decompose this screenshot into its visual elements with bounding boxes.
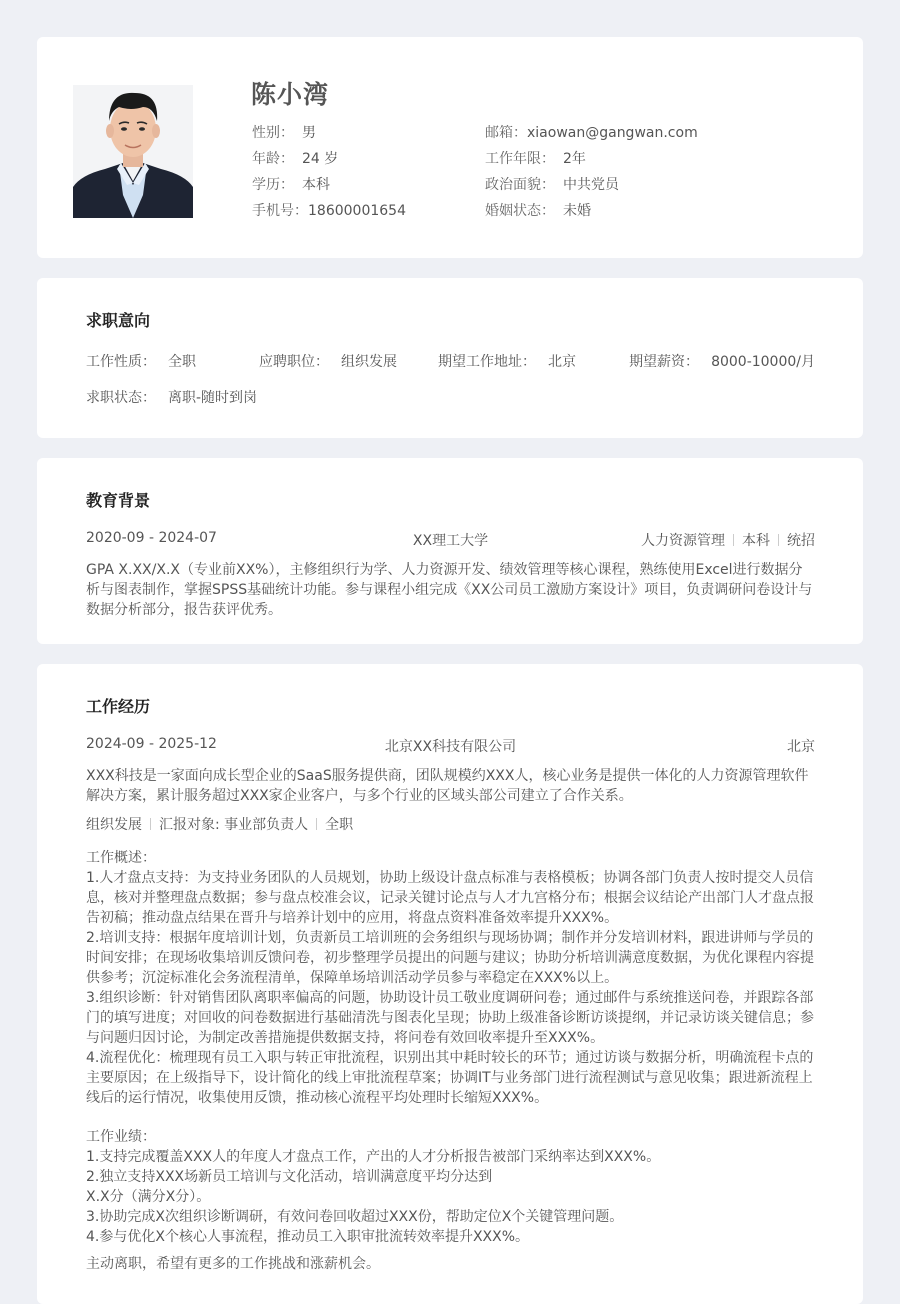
intent-location	[438, 351, 576, 371]
info-age	[252, 148, 338, 168]
work-city: 北京	[787, 739, 815, 755]
divider	[733, 534, 734, 546]
work-header-row	[86, 736, 815, 756]
intent-position	[259, 351, 397, 371]
candidate-name: 陈小湾	[251, 80, 330, 109]
info-label: 学历：	[252, 177, 294, 193]
overview-title: 工作概述：	[86, 850, 156, 866]
education-major: 人力资源管理	[641, 533, 725, 549]
work-experience-card	[37, 664, 863, 1304]
info-education	[252, 174, 330, 194]
divider	[778, 534, 779, 546]
work-position: 组织发展	[86, 817, 142, 833]
intent-salary	[629, 351, 815, 371]
avatar	[73, 85, 193, 218]
info-marital	[485, 200, 591, 220]
results-title: 工作业绩：	[86, 1129, 156, 1145]
profile-card	[37, 37, 863, 258]
intent-label: 工作性质：	[86, 354, 156, 370]
info-value: 18600001654	[308, 203, 406, 219]
info-label: 性别：	[252, 125, 294, 141]
intent-value: 北京	[548, 354, 576, 370]
info-label: 工作年限：	[485, 151, 555, 167]
education-period: 2020-09 - 2024-07	[86, 530, 217, 546]
work-period: 2024-09 - 2025-12	[86, 736, 217, 752]
intent-value: 全职	[168, 354, 196, 370]
info-label: 邮箱：	[485, 125, 527, 141]
intent-label: 应聘职位：	[259, 354, 329, 370]
info-value: 中共党员	[563, 177, 619, 193]
work-results: 1.支持完成覆盖XXX人的年度人才盘点工作，产出的人才分析报告被部门采纳率达到XXX%。 2.独立支持XXX场新员工培训与文化活动，培训满意度平均分达到 X.X分（满分X分）。 3.协助完成X次组织诊断调研，有效问卷回收超过XXX份，帮助定位X个关键管理问题。 4.参与优化X个核心人事流程，推动员工入职审批流转效率提升XXX%。	[86, 1149, 661, 1245]
education-card	[37, 458, 863, 644]
info-value: 本科	[302, 177, 330, 193]
work-job-type: 全职	[325, 817, 354, 833]
divider	[150, 818, 151, 830]
leave-reason: 主动离职，希望有更多的工作挑战和涨薪机会。	[86, 1256, 380, 1272]
education-degree: 本科	[742, 533, 770, 549]
education-school: XX理工大学	[412, 533, 489, 549]
info-label: 手机号：	[252, 203, 308, 219]
intent-label: 求职状态：	[86, 390, 156, 406]
info-value: xiaowan@gangwan.com	[527, 125, 698, 141]
work-overview: 1.人才盘点支持：为支持业务团队的人员规划，协助上级设计盘点标准与表格模板；协调各部门负责人按时提交人员信息，核对并整理盘点数据；参与盘点校准会议，记录关键讨论点与人才九宫格分布；根据会议结论产出部门人才盘点报告初稿；推动盘点结果在晋升与培养计划中的应用，将盘点资料准备效率提升XXX%。 2.培训支持：根据年度培训计划，负责新员工培训班的会务组织与现场协调；制作并分发培训材料，跟进讲师与学员的时间安排；在现场收集培训反馈问卷，初步整理学员提出的问题与建议；协助分析培训满意度数据，为优化课程内容提供参考；沉淀标准化会务流程清单，保障单场培训活动学员参与率稳定在XXX%以上。 3.组织诊断：针对销售团队离职率偏高的问题，协助设计员工敬业度调研问卷；通过邮件与系统推送问卷，并跟踪各部门的填写进度；对回收的问卷数据进行基础清洗与图表化呈现；协助上级准备诊断访谈提纲，并记录访谈关键信息；参与问题归因讨论，为制定改善措施提供数据支持，将问卷有效回收率提升至XXX%。 4.流程优化：梳理现有员工入职与转正审批流程，识别出其中耗时较长的环节；通过访谈与数据分析，明确流程卡点的主要原因；在上级指导下，设计简化的线上审批流程草案；协调IT与业务部门进行流程测试与意见收集；跟进新流程上线后的运行情况，收集使用反馈，推动核心流程平均处理时长缩短XXX%。	[86, 870, 814, 1106]
section-title: 教育背景	[86, 491, 151, 510]
info-value: 未婚	[563, 203, 591, 219]
divider	[316, 818, 317, 830]
info-phone	[252, 200, 406, 220]
education-type: 统招	[787, 533, 815, 549]
info-email	[485, 122, 698, 142]
info-label: 政治面貌：	[485, 177, 555, 193]
info-value: 24 岁	[302, 151, 339, 167]
intent-label: 期望工作地址：	[438, 354, 536, 370]
education-description: GPA X.XX/X.X（专业前XX%），主修组织行为学、人力资源开发、绩效管理等核心课程，熟练使用Excel进行数据分析与图表制作，掌握SPSS基础统计功能。参与课程小组完成《XX公司员工激励方案设计》项目，负责调研问卷设计与数据分析部分，报告获评优秀。	[86, 562, 813, 618]
avatar-photo	[73, 85, 193, 218]
info-label: 年龄：	[252, 151, 294, 167]
work-company: 北京XX科技有限公司	[384, 739, 517, 755]
intent-label: 期望薪资：	[629, 354, 700, 370]
intent-status	[86, 387, 257, 407]
section-title: 工作经历	[86, 697, 151, 716]
education-header-row	[86, 530, 815, 550]
intent-value: 8000-10000/月	[711, 354, 815, 370]
intent-value: 组织发展	[341, 354, 397, 370]
info-work-years	[485, 148, 586, 168]
education-meta	[641, 530, 815, 550]
work-tags	[86, 814, 353, 834]
company-description: XXX科技是一家面向成长型企业的SaaS服务提供商，团队规模约XXX人，核心业务是提供一体化的人力资源管理软件解决方案，累计服务超过XXX家企业客户，与多个行业的区域头部公司建立了合作关系。	[86, 768, 809, 804]
section-title: 求职意向	[86, 311, 151, 330]
work-report-to: 汇报对象: 事业部负责人	[159, 817, 309, 833]
intent-value: 离职-随时到岗	[168, 390, 258, 406]
info-gender	[252, 122, 316, 142]
info-political	[485, 174, 619, 194]
info-value: 2年	[563, 151, 586, 167]
info-label: 婚姻状态：	[485, 203, 555, 219]
job-intent-card	[37, 278, 863, 438]
info-value: 男	[302, 125, 316, 141]
intent-job-type	[86, 351, 196, 371]
